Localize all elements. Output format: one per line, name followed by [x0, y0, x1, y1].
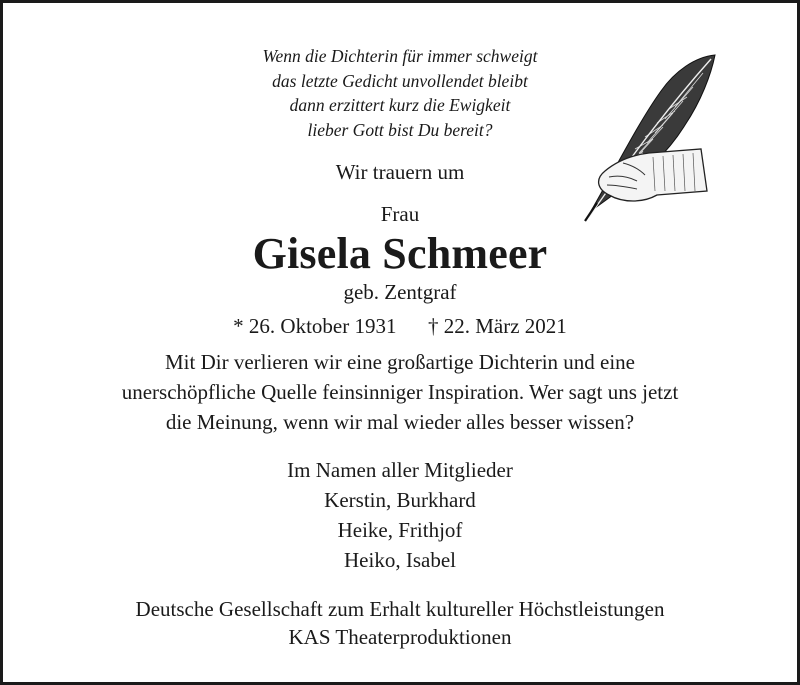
birth-date: * 26. Oktober 1931 — [233, 314, 397, 338]
poem-line: lieber Gott bist Du bereit? — [307, 119, 493, 140]
death-date: † 22. März 2021 — [428, 314, 567, 338]
mourning-intro: Wir trauern um — [335, 160, 465, 184]
quill-pen-hand-icon — [583, 53, 723, 223]
poem-line: Wenn die Dichterin für immer schweigt — [262, 46, 538, 66]
organization-name: KAS Theaterproduktionen — [288, 625, 512, 649]
organization-name: Deutsche Gesellschaft zum Erhalt kultureller Höchstleistungen — [135, 597, 665, 621]
signatory-line: Heiko, Isabel — [344, 548, 456, 572]
signatory-line: Im Namen aller Mitglieder — [287, 458, 513, 482]
salutation: Frau — [380, 202, 420, 226]
tribute-line: unerschöpfliche Quelle feinsinniger Inspiration. Wer sagt uns jetzt — [121, 380, 679, 404]
poem-line: dann erzittert kurz die Ewigkeit — [289, 95, 511, 115]
tribute-line: Mit Dir verlieren wir eine großartige Dichterin und eine — [165, 350, 635, 374]
poem-line: das letzte Gedicht unvollendet bleibt — [272, 70, 528, 91]
signatories — [3, 455, 797, 575]
tribute-text — [3, 347, 797, 437]
life-dates — [3, 312, 797, 340]
signatory-line: Kerstin, Burkhard — [324, 488, 476, 512]
signatory-line: Heike, Frithjof — [337, 518, 463, 542]
birth-name: geb. Zentgraf — [343, 280, 457, 304]
organizations — [3, 595, 797, 651]
deceased-name: Gisela Schmeer — [252, 229, 548, 278]
tribute-line: die Meinung, wenn wir mal wieder alles besser wissen? — [165, 410, 635, 434]
